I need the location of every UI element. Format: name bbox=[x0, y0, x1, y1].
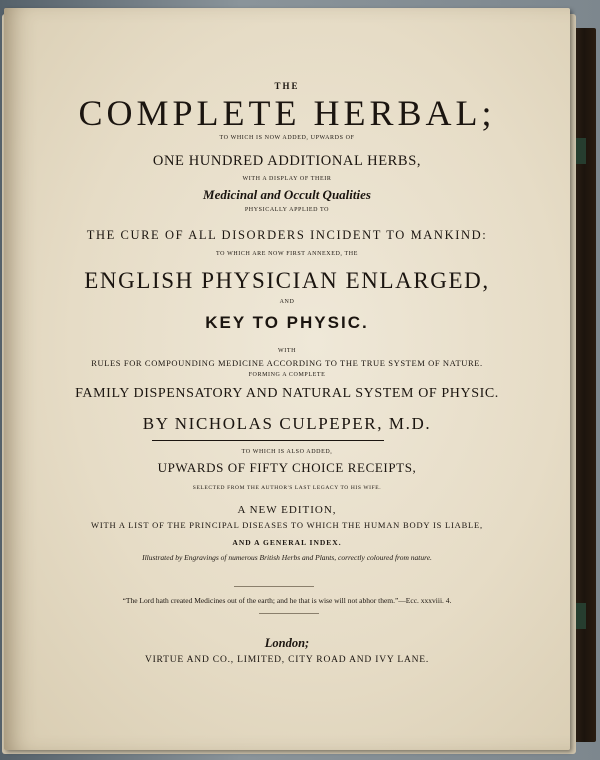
subtitle-line-2: WITH A DISPLAY OF THEIR bbox=[242, 176, 332, 182]
author-underline bbox=[152, 440, 384, 441]
general-index-line: AND A GENERAL INDEX. bbox=[232, 538, 342, 547]
diseases-list-line: WITH A LIST OF THE PRINCIPAL DISEASES TO WHICH THE HUMAN BODY IS LIABLE, bbox=[91, 520, 483, 530]
main-title: COMPLETE HERBAL; bbox=[78, 93, 496, 133]
title-page bbox=[4, 8, 570, 750]
family-dispensatory-heading: FAMILY DISPENSATORY AND NATURAL SYSTEM OF PHYSIC. bbox=[75, 386, 499, 401]
selected-line: SELECTED FROM THE AUTHOR'S LAST LEGACY TO HIS WIFE. bbox=[192, 485, 382, 491]
the-heading: THE bbox=[274, 81, 300, 91]
subtitle-line-4: TO WHICH ARE NOW FIRST ANNEXED, THE bbox=[216, 251, 358, 257]
forming-connector: FORMING A COMPLETE bbox=[248, 372, 326, 378]
receipts-heading: UPWARDS OF FIFTY CHOICE RECEIPTS, bbox=[157, 460, 417, 475]
new-edition-line: A NEW EDITION, bbox=[237, 504, 337, 516]
illustrated-line: Illustrated by Engravings of numerous British Herbs and Plants, correctly coloured from nature. bbox=[142, 553, 432, 562]
hundred-herbs-heading: ONE HUNDRED ADDITIONAL HERBS, bbox=[152, 153, 422, 169]
key-to-physic-heading: KEY TO PHYSIC. bbox=[205, 313, 369, 332]
subtitle-line-3: PHYSICALLY APPLIED TO bbox=[244, 207, 330, 213]
quote-rule-top bbox=[234, 586, 314, 587]
english-physician-heading: ENGLISH PHYSICIAN ENLARGED, bbox=[84, 268, 490, 293]
title-page-text bbox=[4, 8, 570, 750]
epigraph-quote: “The Lord hath created Medicines out of the earth; and he that is wise will not abhor them.”—Ecc. xxxviii. 4. bbox=[122, 596, 452, 605]
medicinal-qualities-heading: Medicinal and Occult Qualities bbox=[203, 187, 371, 202]
and-connector: AND bbox=[279, 299, 295, 305]
cure-heading: THE CURE OF ALL DISORDERS INCIDENT TO MANKIND: bbox=[86, 228, 488, 242]
author-line: BY NICHOLAS CULPEPER, M.D. bbox=[142, 414, 432, 433]
subtitle-line-1: TO WHICH IS NOW ADDED, UPWARDS OF bbox=[219, 135, 355, 141]
subtitle-line-5: TO WHICH IS ALSO ADDED, bbox=[241, 449, 333, 455]
imprint-city: London; bbox=[264, 636, 310, 650]
with-connector: WITH bbox=[277, 348, 297, 354]
quote-rule-bottom bbox=[259, 613, 319, 614]
publisher-line: VIRTUE AND CO., LIMITED, CITY ROAD AND IVY LANE. bbox=[144, 655, 430, 665]
rules-line: RULES FOR COMPOUNDING MEDICINE ACCORDING TO THE TRUE SYSTEM OF NATURE. bbox=[91, 358, 483, 368]
